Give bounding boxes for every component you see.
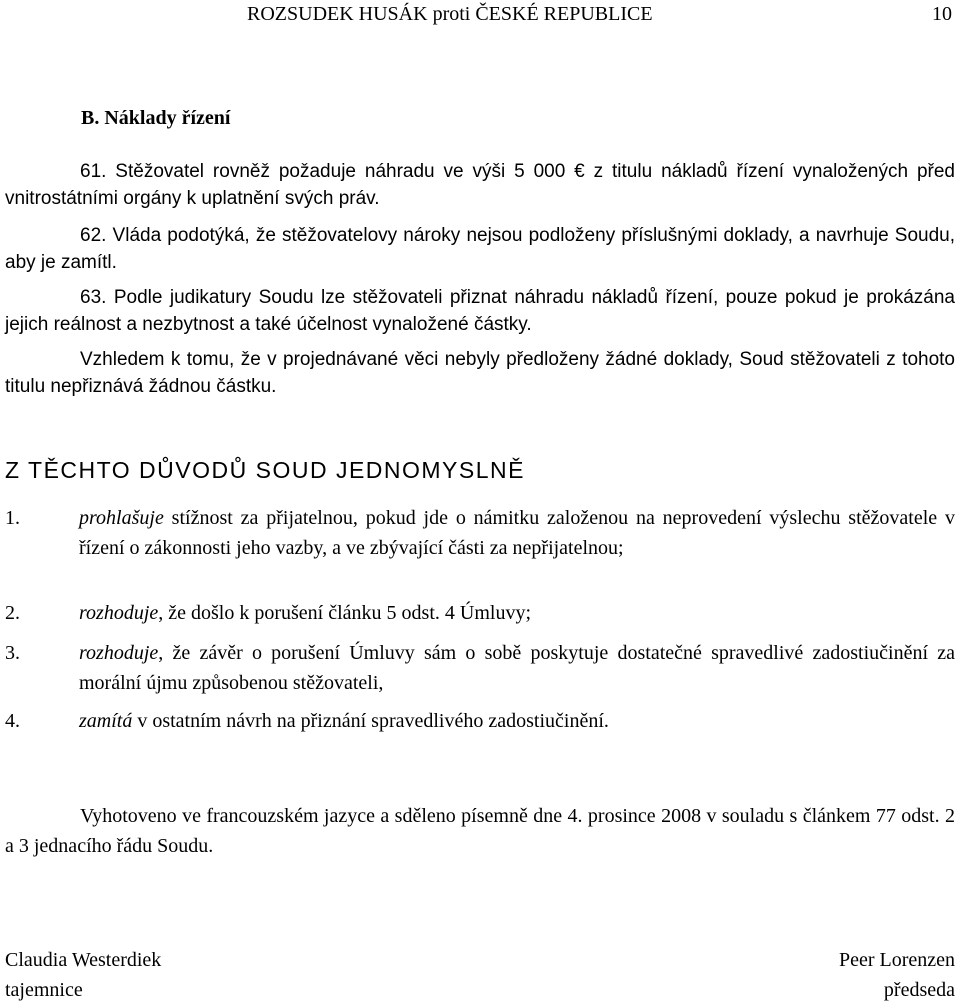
verdict-item-body: stížnost za přijatelnou, pokud jde o námitku založenou na neprovedení výslechu stěžovatele v řízení o zákonnosti jeho vazby, a ve zbývající části za nepřijatelnou; bbox=[79, 507, 955, 559]
verdict-item-text bbox=[79, 503, 955, 563]
signature-president bbox=[839, 945, 955, 1005]
signature-role: předseda bbox=[883, 979, 955, 1001]
paragraph-62: 62. Vláda podotýká, že stěžovatelovy nároky nejsou podloženy příslušnými doklady, a navrhuje Soudu, aby je zamítl. bbox=[5, 225, 955, 273]
verdict-item-number: 1. bbox=[5, 507, 20, 529]
verdict-item-body: , že došlo k porušení článku 5 odst. 4 Úmluvy; bbox=[158, 602, 531, 624]
signature-role: tajemnice bbox=[5, 979, 83, 1001]
paragraph-63-continued: Vzhledem k tomu, že v projednávané věci nebyly předloženy žádné doklady, Soud stěžovateli z tohoto titulu nepřiznává žádnou částku. bbox=[5, 349, 955, 397]
verdict-item-verb: rozhoduje bbox=[79, 642, 159, 664]
verdict-item-number: 3. bbox=[5, 642, 20, 664]
verdict-item-verb: zamítá bbox=[79, 710, 133, 732]
signature-registrar bbox=[5, 945, 161, 1005]
paragraph-63: 63. Podle judikatury Soudu lze stěžovateli přiznat náhradu nákladů řízení, pouze pokud je prokázána jejich reálnost a nezbytnost a také účelnost vynaložené částky. bbox=[5, 287, 955, 335]
section-heading: B. Náklady řízení bbox=[81, 107, 231, 129]
verdict-item-text bbox=[79, 598, 955, 628]
page-header bbox=[0, 0, 960, 30]
page-number: 10 bbox=[932, 3, 952, 25]
verdict-item-number: 2. bbox=[5, 602, 20, 624]
verdict-item-text bbox=[79, 638, 955, 698]
verdict-item-number: 4. bbox=[5, 710, 20, 732]
verdict-item-body: v ostatním návrh na přiznání spravedlivého zadostiučinění. bbox=[132, 710, 609, 732]
paragraph-61: 61. Stěžovatel rovněž požaduje náhradu ve výši 5 000 € z titulu nákladů řízení vynaložených před vnitrostátními orgány k uplatnění svých práv. bbox=[5, 161, 955, 209]
verdict-item-verb: rozhoduje bbox=[79, 602, 159, 624]
verdict-item-body: , že závěr o porušení Úmluvy sám o sobě poskytuje dostatečné spravedlivé zadostiučinění za morální újmu způsobenou stěžovateli, bbox=[79, 642, 955, 694]
closing-paragraph: Vyhotoveno ve francouzském jazyce a sděleno písemně dne 4. prosince 2008 v souladu s článkem 77 odst. 2 a 3 jednacího řádu Soudu. bbox=[5, 805, 955, 857]
verdict-item-verb: prohlašuje bbox=[79, 507, 164, 529]
signature-name: Peer Lorenzen bbox=[838, 949, 955, 971]
signature-name: Claudia Westerdiek bbox=[5, 949, 162, 971]
verdict-heading: Z TĚCHTO DŮVODŮ SOUD JEDNOMYSLNĚ bbox=[5, 457, 525, 483]
verdict-item-text bbox=[79, 706, 955, 736]
header-title: ROZSUDEK HUSÁK proti ČESKÉ REPUBLICE bbox=[247, 3, 653, 25]
